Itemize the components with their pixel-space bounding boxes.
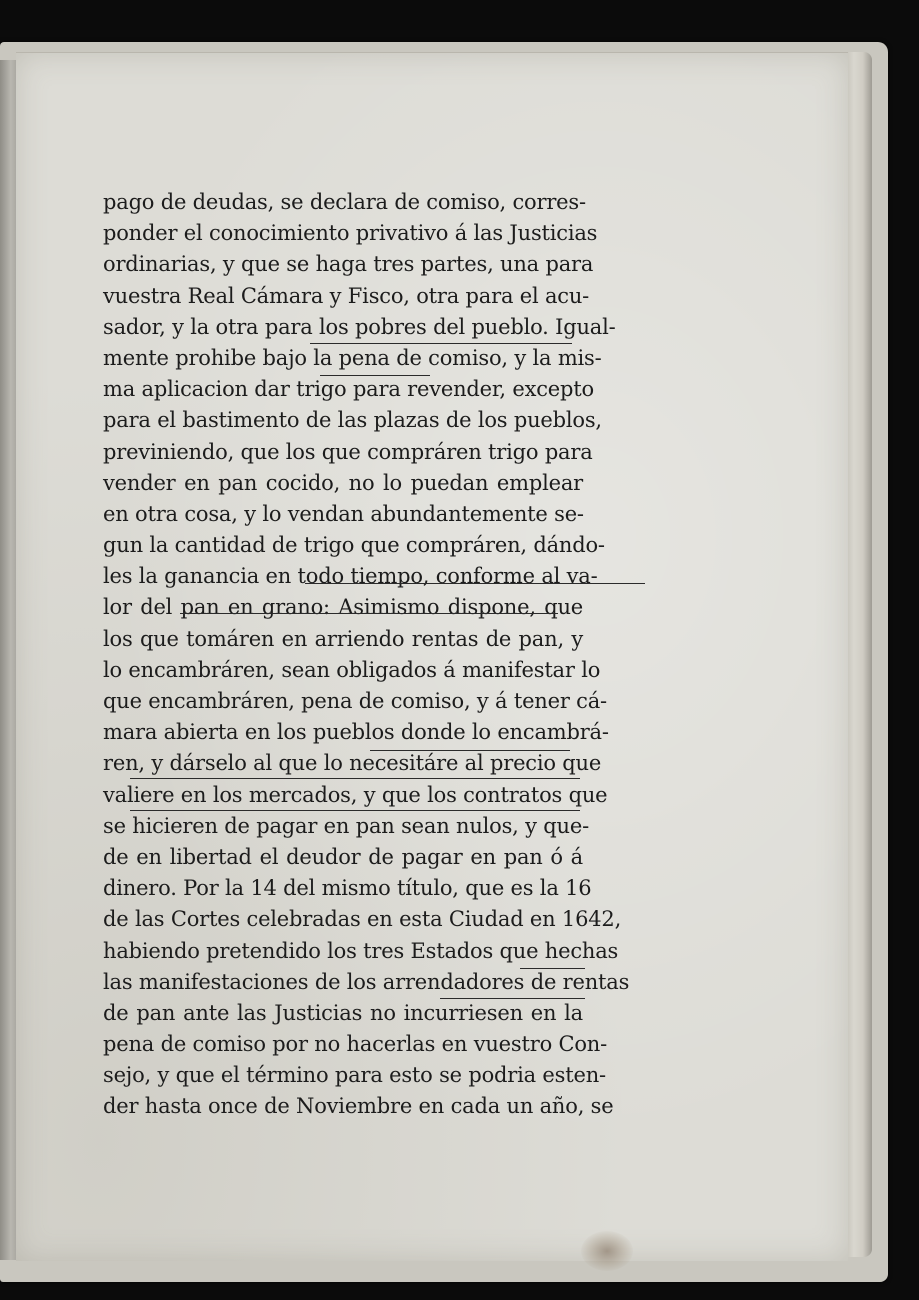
- pen-underline: [440, 998, 585, 999]
- text-line: vuestra Real Cámara y Fisco, otra para el acu-: [103, 283, 590, 308]
- text-line: ren, y dárselo al que lo necesitáre al precio que: [103, 751, 602, 776]
- text-line: de en libertad el deudor de pagar en pan ó á: [103, 844, 583, 869]
- pen-underline: [180, 613, 558, 614]
- text-line: gun la cantidad de trigo que compráren, dándo-: [103, 533, 605, 558]
- text-line: lo encambráren, sean obligados á manifestar lo: [103, 657, 601, 682]
- text-line: las manifestaciones de los arrendadores de rentas: [103, 969, 630, 994]
- text-line: mente prohibe bajo la pena de comiso, y la mis-: [103, 345, 602, 370]
- text-line: lor del pan en grano: Asimismo dispone, que: [103, 595, 583, 620]
- text-line: mara abierta en los pueblos donde lo encambrá-: [103, 720, 609, 745]
- text-line: les la ganancia en todo tiempo, conforme al va-: [103, 564, 598, 589]
- text-line: de pan ante las Justicias no incurriesen en la: [103, 1000, 583, 1025]
- text-line: dinero. Por la 14 del mismo título, que es la 16: [103, 876, 592, 901]
- pen-underline: [520, 968, 585, 969]
- text-line: pena de comiso por no hacerlas en vuestro Con-: [103, 1032, 608, 1057]
- text-line: der hasta once de Noviembre en cada un año, se: [103, 1094, 614, 1119]
- page-text: [103, 187, 630, 1123]
- text-line: en otra cosa, y lo vendan abundantemente se-: [103, 501, 584, 526]
- text-line: sejo, y que el término para esto se podria esten-: [103, 1063, 606, 1088]
- text-line: ordinarias, y que se haga tres partes, una para: [103, 252, 594, 277]
- text-line: ponder el conocimiento privativo á las Justicias: [103, 221, 598, 246]
- text-line: los que tomáren en arriendo rentas de pan, y: [103, 626, 583, 651]
- paper-stain: [581, 1231, 633, 1271]
- text-line: sador, y la otra para los pobres del pueblo. Igual-: [103, 314, 616, 339]
- text-line: vender en pan cocido, no lo puedan emplear: [103, 470, 583, 495]
- text-line: para el bastimento de las plazas de los pueblos,: [103, 408, 602, 433]
- pen-underline: [130, 778, 580, 779]
- pen-underline: [310, 343, 572, 344]
- pen-underline: [370, 750, 570, 751]
- pen-underline: [305, 583, 645, 584]
- text-line: ma aplicacion dar trigo para revender, excepto: [103, 377, 594, 402]
- text-line: valiere en los mercados, y que los contratos que: [103, 782, 608, 807]
- pen-underline: [130, 810, 580, 811]
- text-line: pago de deudas, se declara de comiso, corres-: [103, 190, 586, 214]
- pen-underline: [320, 375, 430, 376]
- text-line: habiendo pretendido los tres Estados que hechas: [103, 938, 619, 963]
- text-line: se hicieren de pagar en pan sean nulos, y que-: [103, 813, 589, 838]
- text-line: que encambráren, pena de comiso, y á tener cá-: [103, 689, 607, 713]
- text-line: de las Cortes celebradas en esta Ciudad en 1642,: [103, 907, 622, 932]
- text-line: previniendo, que los que compráren trigo para: [103, 439, 593, 464]
